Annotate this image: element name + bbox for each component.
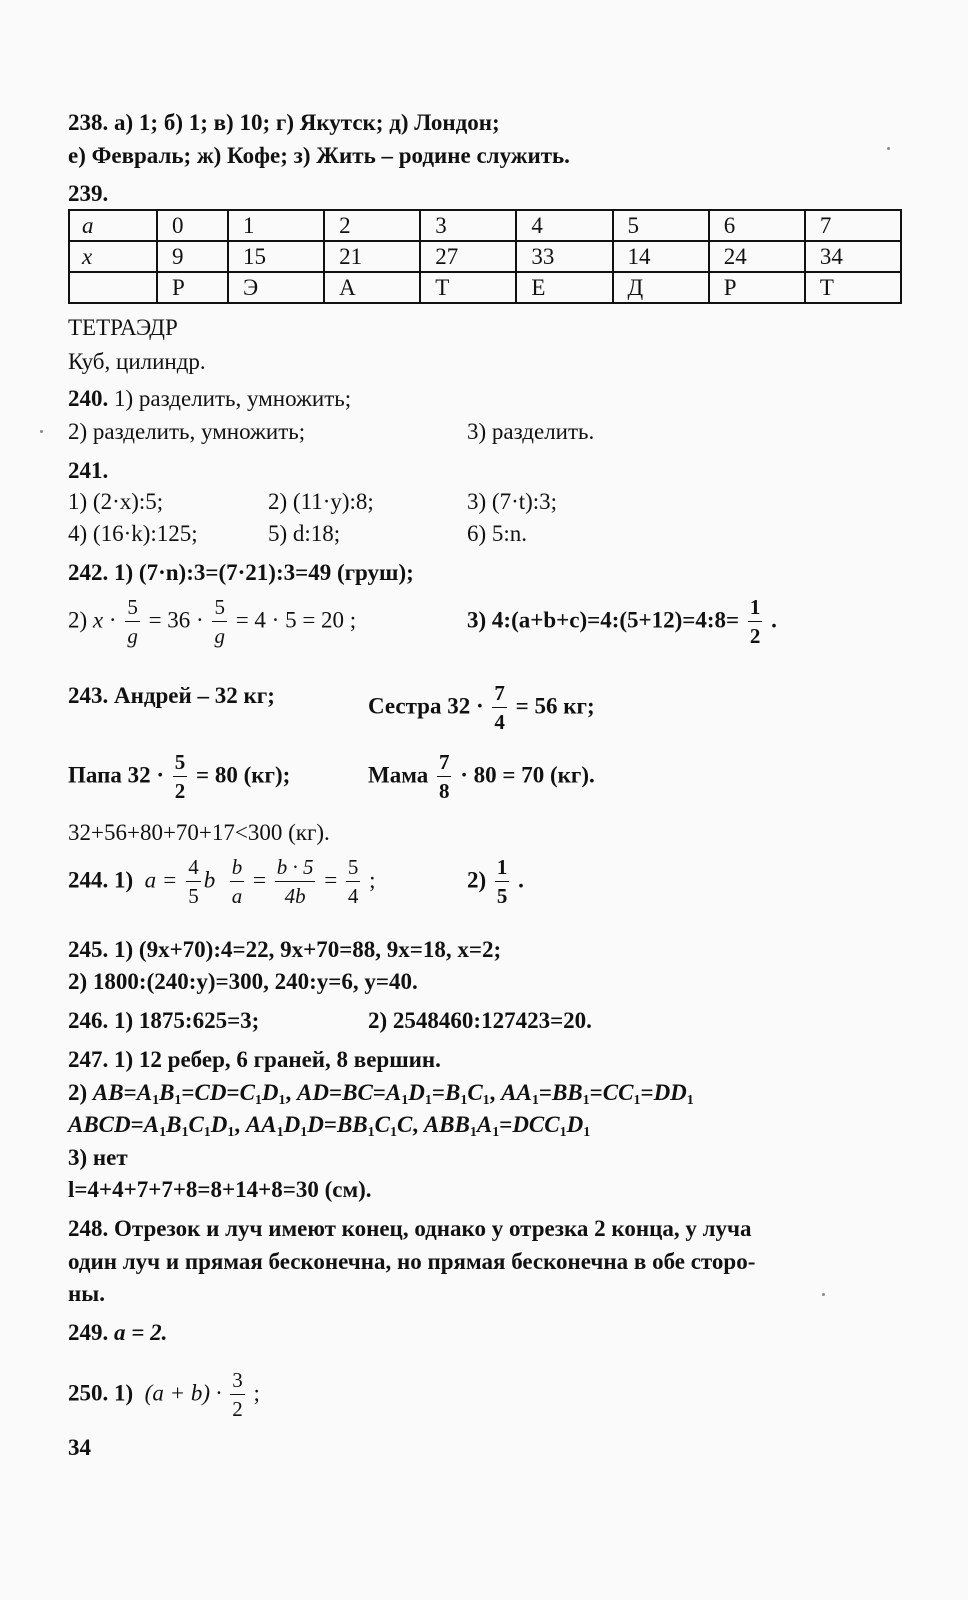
expr: 3) 4:(a+b+c)=4:(5+12)=4:8= bbox=[467, 607, 740, 633]
fraction: $\frac{7}{4}$ bbox=[494, 681, 505, 734]
fraction: $\frac{7}{8}$ bbox=[438, 750, 450, 803]
table-cell: 7 bbox=[805, 210, 901, 241]
answer-text: 1) 12 ребер, 6 граней, 8 вершин. bbox=[108, 1047, 441, 1072]
table-cell: 21 bbox=[324, 241, 420, 272]
problem-number: 240. bbox=[68, 386, 109, 411]
answer-247-line5: l=4+4+7+7+8=8+14+8=30 (см). bbox=[68, 1177, 372, 1202]
answer-247-line1 bbox=[68, 1045, 441, 1075]
answer-248-line1 bbox=[68, 1214, 752, 1244]
answer-239-shapes: Куб, цилиндр. bbox=[68, 349, 206, 374]
table-cell: 2 bbox=[324, 210, 420, 241]
answer-text: 1) (7·n):3=(7·21):3=49 (груш); bbox=[108, 560, 414, 585]
table-cell: 5 bbox=[613, 210, 709, 241]
fraction: $\frac{3}{2}$ bbox=[232, 1368, 243, 1421]
answer-241-4: 4) (16·k):125; bbox=[68, 521, 198, 546]
answer-244-part1: 244. 1) a = $\frac{4}{5}$ b $\frac{b}{a}$ = $\frac{b \cdot 5}{4b}$ = $\frac{5}{4}$ ; bbox=[68, 855, 376, 908]
scan-speck bbox=[40, 430, 43, 433]
answer-245-line2: 2) 1800:(240:y)=300, 240:y=6, y=40. bbox=[68, 969, 418, 994]
table-cell: 6 bbox=[709, 210, 805, 241]
table-cell: 0 bbox=[157, 210, 228, 241]
fraction: $\frac{5}{g}$ bbox=[127, 595, 138, 648]
table-cell: x bbox=[69, 241, 157, 272]
problem-number: 239. bbox=[68, 181, 109, 206]
answer-247-line3: $ABCD=A_1B_1C_1D_1$, $AA_1D_1D=BB_1C_1C$, $ABB_1A_1=DCC_1D_1$ bbox=[68, 1112, 591, 1140]
answer-text: 1) (9x+70):4=22, 9x+70=88, 9x=18, x=2; bbox=[108, 937, 502, 962]
table-cell: 15 bbox=[228, 241, 324, 272]
answer-238-line2: е) Февраль; ж) Кофе; з) Жить – родине служить. bbox=[68, 143, 570, 168]
problem-number: 248. bbox=[68, 1216, 109, 1241]
answer-239-word: ТЕТРАЭДР bbox=[68, 315, 178, 340]
answer-242-part2: 2) x · $\frac{5}{g}$ = 36 · $\frac{5}{g}$ = 4 · 5 = 20 ; bbox=[68, 595, 357, 648]
answer-242-line1 bbox=[68, 558, 414, 588]
table-cell: Р bbox=[709, 272, 805, 303]
table-row bbox=[69, 272, 901, 303]
problem-number: 243. bbox=[68, 683, 109, 708]
answer-241-5: 5) d:18; bbox=[268, 521, 341, 546]
answer-246-a bbox=[68, 1006, 259, 1036]
fraction: $\frac{1}{2}$ bbox=[749, 595, 761, 648]
table-cell: Э bbox=[228, 272, 324, 303]
answer-text: Андрей – 32 кг; bbox=[108, 683, 275, 708]
problem-number: 249. bbox=[68, 1320, 109, 1345]
answer-243-mama: Мама $\frac{7}{8}$ · 80 = 70 (кг). bbox=[368, 750, 595, 803]
answer-241-6: 6) 5:n. bbox=[467, 521, 528, 546]
problem-number: 245. bbox=[68, 937, 109, 962]
fraction: $\frac{5}{4}$ bbox=[347, 855, 359, 908]
table-row bbox=[69, 210, 901, 241]
table-cell: Е bbox=[516, 272, 612, 303]
table-cell: 9 bbox=[157, 241, 228, 272]
answer-250: 250. 1) (a + b) · $\frac{3}{2}$ ; bbox=[68, 1368, 260, 1421]
answer-240-line2a: 2) разделить, умножить; bbox=[68, 419, 306, 444]
table-cell: 34 bbox=[805, 241, 901, 272]
answer-242-part3 bbox=[467, 597, 777, 647]
scan-speck bbox=[822, 1293, 825, 1296]
answer-text: 1) 1875:625=3; bbox=[108, 1008, 260, 1033]
answer-241-3: 3) (7·t):3; bbox=[467, 489, 558, 514]
fraction: $\frac{5}{2}$ bbox=[174, 750, 186, 803]
problem-number: 238. bbox=[68, 110, 109, 135]
fraction: $\frac{1}{5}$ bbox=[496, 855, 508, 908]
table-cell: 4 bbox=[516, 210, 612, 241]
answer-243-papa: Папа 32 · $\frac{5}{2}$ = 80 (кг); bbox=[68, 750, 291, 803]
table-cell: Т bbox=[805, 272, 901, 303]
answer-243-line1 bbox=[68, 683, 275, 709]
answer-241-2: 2) (11·y):8; bbox=[268, 489, 374, 514]
answer-text: a = 2. bbox=[108, 1320, 168, 1345]
answer-240-line2b: 3) разделить. bbox=[467, 419, 595, 444]
answer-text: а) 1; б) 1; в) 10; г) Якутск; д) Лондон; bbox=[108, 110, 500, 135]
problem-number: 247. bbox=[68, 1047, 109, 1072]
answer-247-line4: 3) нет bbox=[68, 1145, 128, 1170]
table-cell: А bbox=[324, 272, 420, 303]
table-cell: 33 bbox=[516, 241, 612, 272]
fraction: $\frac{b}{a}$ bbox=[231, 855, 243, 908]
problem-number: 244. bbox=[68, 867, 109, 893]
answer-239-table bbox=[68, 209, 902, 304]
table-cell: Д bbox=[613, 272, 709, 303]
part-label: 2) bbox=[68, 607, 88, 633]
scan-speck bbox=[887, 147, 890, 150]
var-x: x bbox=[92, 607, 104, 633]
answer-244-part2: 2) $\frac{1}{5}$ . bbox=[467, 855, 524, 908]
answer-241-1: 1) (2·x):5; bbox=[68, 489, 164, 514]
answer-245-line1 bbox=[68, 935, 501, 965]
answer-247-line2: 2) $AB=A_1B_1=CD=C_1D_1$, $AD=BC=A_1D_1=B_1C_1$, $AA_1=BB_1=CC_1=DD_1$ bbox=[68, 1080, 694, 1108]
fraction: $\frac{4}{5}$ bbox=[188, 855, 199, 908]
table-cell: Т bbox=[420, 272, 516, 303]
answer-248-line3: ны. bbox=[68, 1281, 105, 1306]
answer-246-b: 2) 2548460:127423=20. bbox=[368, 1008, 592, 1033]
expr-end: . bbox=[771, 607, 777, 633]
problem-number: 250. bbox=[68, 1380, 109, 1406]
answer-248-line2: один луч и прямая бесконечна, но прямая бесконечна в обе сторо- bbox=[68, 1249, 756, 1274]
table-cell: 27 bbox=[420, 241, 516, 272]
answer-text: Отрезок и луч имеют конец, однако у отрезка 2 конца, у луча bbox=[108, 1216, 752, 1241]
fraction: $\frac{b \cdot 5}{4b}$ bbox=[276, 855, 314, 908]
table-cell: Р bbox=[157, 272, 228, 303]
answer-238-line1 bbox=[68, 108, 500, 138]
answer-240-line1 bbox=[68, 384, 351, 414]
table-cell bbox=[69, 272, 157, 303]
answer-249 bbox=[68, 1318, 167, 1348]
table-cell: 24 bbox=[709, 241, 805, 272]
expr-end: = 4 · 5 = 20 ; bbox=[235, 607, 357, 633]
problem-number: 242. bbox=[68, 560, 109, 585]
table-cell: 14 bbox=[613, 241, 709, 272]
expr-mid: = 36 · bbox=[148, 607, 204, 633]
table-cell: 1 bbox=[228, 210, 324, 241]
table-cell: a bbox=[69, 210, 157, 241]
answer-text: 1) разделить, умножить; bbox=[108, 386, 352, 411]
fraction: $\frac{5}{g}$ bbox=[214, 595, 225, 648]
answer-243-total: 32+56+80+70+17<300 (кг). bbox=[68, 820, 330, 845]
page-number: 34 bbox=[68, 1435, 91, 1460]
answer-243-sister: Сестра 32 · $\frac{7}{4}$ = 56 кг; bbox=[368, 681, 595, 734]
table-row bbox=[69, 241, 901, 272]
problem-number: 246. bbox=[68, 1008, 109, 1033]
problem-number: 241. bbox=[68, 458, 109, 483]
table-cell: 3 bbox=[420, 210, 516, 241]
